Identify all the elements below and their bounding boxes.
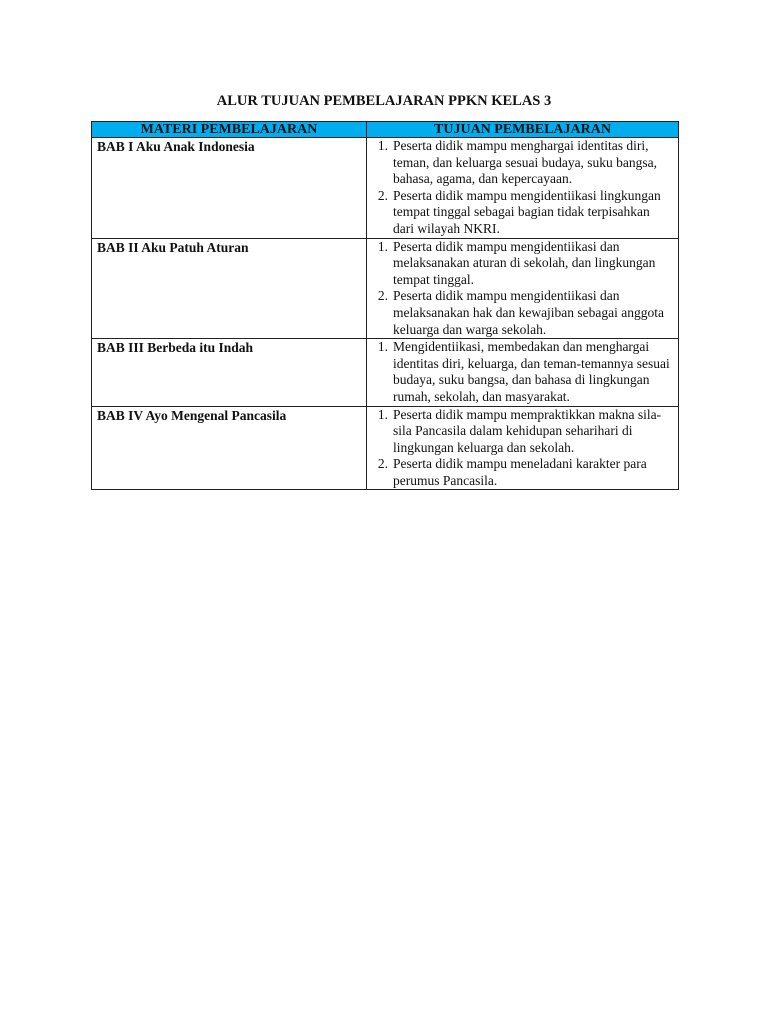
materi-label: BAB IV Ayo Mengenal Pancasila <box>97 407 287 423</box>
header-tujuan: TUJUAN PEMBELAJARAN <box>367 122 679 138</box>
materi-label: BAB II Aku Patuh Aturan <box>97 239 249 255</box>
learning-objectives-table <box>91 121 679 490</box>
tujuan-list <box>367 407 678 490</box>
table-row <box>92 238 679 339</box>
list-text: Peserta didik mampu meneladani karakter para perumus Pancasila. <box>393 456 647 488</box>
tujuan-cell <box>367 406 679 490</box>
table-row <box>92 339 679 406</box>
list-number: 1. <box>377 138 388 153</box>
tujuan-list <box>367 239 678 339</box>
list-text: Peserta didik mampu menghargai identitas diri, teman, dan keluarga sesuai budaya, suku bangsa, bahasa, agama, dan kepercayaan. <box>393 138 658 187</box>
list-number: 2. <box>377 288 388 304</box>
materi-label: BAB I Aku Anak Indonesia <box>97 139 255 154</box>
materi-label: BAB III Berbeda itu Indah <box>97 340 254 356</box>
table-row <box>92 406 679 490</box>
list-item <box>377 339 672 405</box>
list-number: 1. <box>377 339 388 355</box>
tujuan-cell <box>367 138 679 239</box>
materi-cell <box>92 238 367 339</box>
list-item <box>377 288 672 338</box>
list-number: 1. <box>377 238 388 254</box>
list-item <box>377 138 672 188</box>
list-text: Mengidentiikasi, membedakan dan menghargai identitas diri, keluarga, dan teman-temannya sesuai budaya, suku bangsa, dan bahasa di lingkungan rumah, sekolah, dan masyarakat. <box>393 339 670 404</box>
list-text: Peserta didik mampu mengidentiikasi lingkungan tempat tinggal sebagai bagian tidak terpisahkan dari wilayah NKRI. <box>393 187 661 236</box>
list-text: Peserta didik mampu mengidentiikasi dan melaksanakan aturan di sekolah, dan lingkungan tempat tinggal. <box>393 238 656 287</box>
tujuan-cell <box>367 339 679 406</box>
list-item <box>377 187 672 238</box>
list-number: 2. <box>377 456 388 472</box>
table-row <box>92 138 679 239</box>
materi-cell <box>92 406 367 490</box>
list-item <box>377 456 672 489</box>
list-number: 2. <box>377 187 388 203</box>
tujuan-cell <box>367 238 679 339</box>
header-materi: MATERI PEMBELAJARAN <box>92 122 367 138</box>
materi-cell <box>92 138 367 239</box>
list-item <box>377 238 672 289</box>
tujuan-list <box>367 339 678 405</box>
list-item <box>377 406 672 457</box>
document-title: ALUR TUJUAN PEMBELAJARAN PPKN KELAS 3 <box>216 93 552 109</box>
tujuan-list <box>367 138 678 238</box>
list-text: Peserta didik mampu mengidentiikasi dan melaksanakan hak dan kewajiban sebagai anggota keluarga dan warga sekolah. <box>393 288 665 337</box>
list-text: Peserta didik mampu mempraktikkan makna sila-sila Pancasila dalam kehidupan seharihari di lingkungan keluarga dan sekolah. <box>393 406 662 455</box>
list-number: 1. <box>377 406 388 422</box>
table-header-row <box>92 122 679 138</box>
materi-cell <box>92 339 367 406</box>
